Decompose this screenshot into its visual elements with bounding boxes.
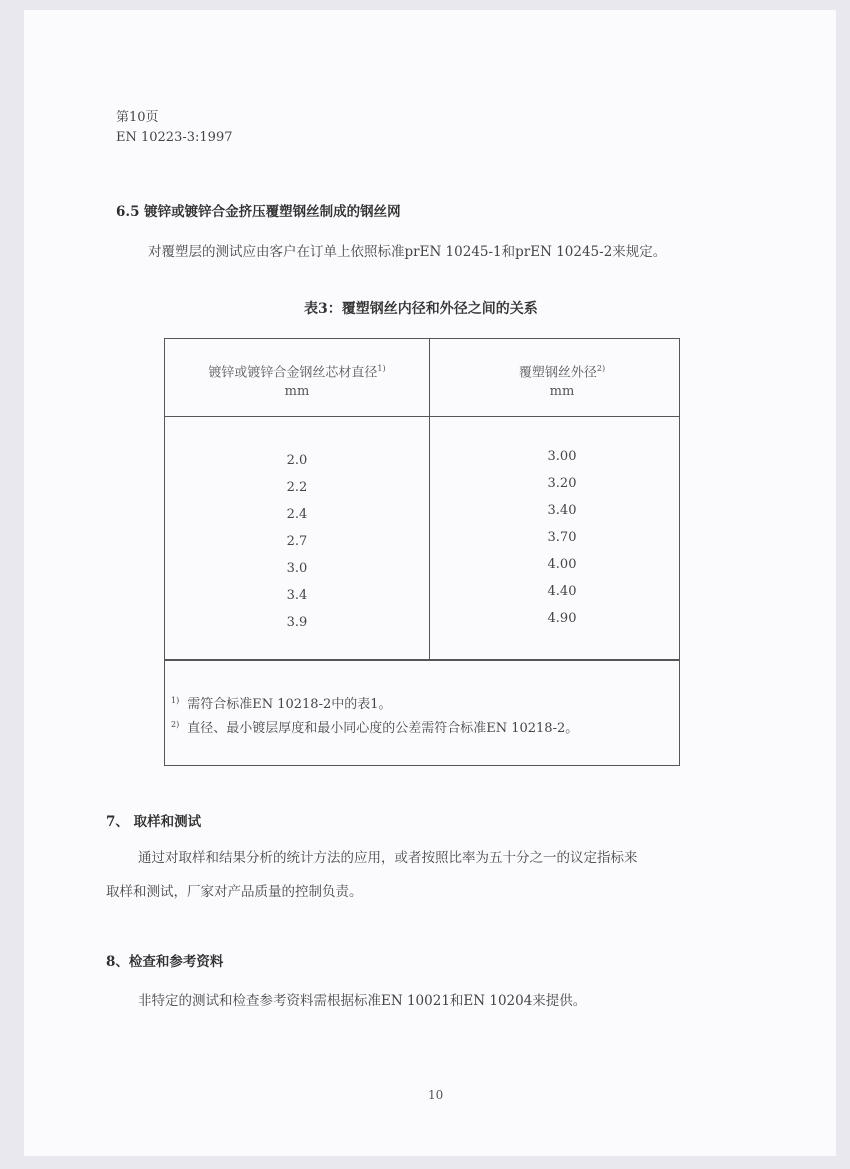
table-cell: 2.2 xyxy=(286,480,308,495)
table-cell: 2.4 xyxy=(286,507,308,522)
table-cell: 3.00 xyxy=(547,449,577,464)
page-label: 第10页 xyxy=(116,110,159,125)
section-6-5-text: 对覆塑层的测试应由客户在订单上依照标准prEN 10245-1和prEN 10245-2来规定。 xyxy=(148,244,667,260)
table-cell: 3.9 xyxy=(286,615,308,630)
table-cell: 4.40 xyxy=(547,584,577,599)
section-8-heading: 8、检查和参考资料 xyxy=(106,954,224,970)
standard-number: EN 10223-3:1997 xyxy=(116,130,233,145)
table-cell: 4.00 xyxy=(547,557,577,572)
table-footnote-divider xyxy=(165,659,679,661)
table-cell: 3.4 xyxy=(286,588,308,603)
section-7-line-2: 取样和测试，厂家对产品质量的控制负责。 xyxy=(106,884,363,900)
table-caption: 表3：覆塑钢丝内径和外径之间的关系 xyxy=(304,301,538,317)
footnote-1: $^{1)}$ 需符合标准EN 10218-2中的表1。 xyxy=(171,695,392,712)
column-header-outer-diameter: 覆塑钢丝外径$^{2)}$ mm xyxy=(518,364,606,400)
table-header-divider xyxy=(165,416,679,417)
section-7-heading: 7、 取样和测试 xyxy=(106,814,202,830)
table-cell: 4.90 xyxy=(547,611,577,626)
table-cell: 3.0 xyxy=(286,561,308,576)
column-header-core-diameter: 镀锌或镀锌合金钢丝芯材直径$^{1)}$ mm xyxy=(208,364,386,400)
table-cell: 3.40 xyxy=(547,503,577,518)
footnote-2: $^{2)}$ 直径、最小镀层厚度和最小同心度的公差需符合标准EN 10218-2。 xyxy=(171,719,579,736)
section-8-text: 非特定的测试和检查参考资料需根据标准EN 10021和EN 10204来提供。 xyxy=(138,993,587,1009)
section-7-line-1: 通过对取样和结果分析的统计方法的应用，或者按照比率为五十分之一的议定指标来 xyxy=(138,850,638,866)
table-cell: 3.20 xyxy=(547,476,577,491)
table-cell: 2.7 xyxy=(286,534,308,549)
table-3 xyxy=(164,338,680,766)
outer-diameter-column xyxy=(430,443,694,632)
page-number: 10 xyxy=(428,1088,444,1102)
table-cell: 3.70 xyxy=(547,530,577,545)
section-6-5-heading: 6.5 镀锌或镀锌合金挤压覆塑钢丝制成的钢丝网 xyxy=(116,204,401,220)
table-cell: 2.0 xyxy=(286,453,308,468)
core-diameter-column xyxy=(165,447,429,636)
